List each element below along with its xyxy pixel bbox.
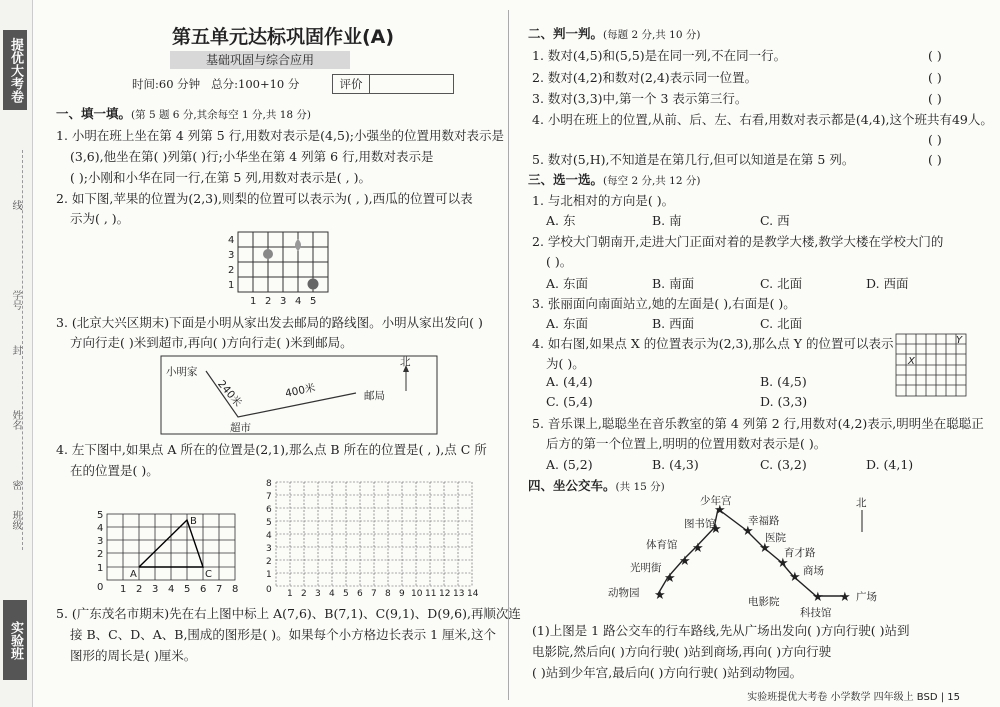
svg-text:8: 8 [266, 479, 272, 489]
star-icon: ★ [664, 571, 676, 586]
grid1-x-label: 4 [295, 296, 302, 307]
distance-2-label: 400米 [284, 381, 317, 400]
cut-mark-3: 密 [10, 480, 21, 490]
choice-3-b: B. 西面 [652, 316, 695, 331]
svg-text:6: 6 [357, 589, 363, 599]
svg-text:8: 8 [232, 584, 239, 595]
grid1-y-label: 2 [228, 265, 235, 276]
student-name-label: 姓名 [10, 410, 21, 430]
star-icon: ★ [710, 522, 722, 537]
choice-1: 1. 与北相对的方向是( )。 [532, 193, 675, 208]
choice-2-c: C. 北面 [760, 276, 803, 291]
star-icon: ★ [812, 590, 824, 605]
section-1-heading: 一、填一填。(第 5 题 6 分,其余每空 1 分,共 18 分) [56, 106, 311, 121]
grid1-x-label: 2 [265, 296, 272, 307]
stop-label: 商场 [803, 565, 824, 577]
eval-label: 评价 [333, 75, 370, 93]
choice-1-c: C. 西 [760, 213, 790, 228]
total-score: 总分:100+10 分 [211, 77, 300, 91]
judge-5-answer[interactable]: ( ) [928, 152, 942, 167]
pear-icon [295, 239, 301, 251]
choice-2-a: A. 东面 [546, 276, 588, 291]
svg-text:4: 4 [329, 589, 335, 599]
choice-4-line2: 为( )。 [546, 356, 585, 371]
time-score [132, 76, 299, 92]
choice-4-c: C. (5,4) [546, 394, 593, 409]
student-number-label: 学号 [10, 290, 21, 310]
page-subtitle: 基础巩固与综合应用 [170, 51, 350, 69]
choice-4-d: D. (3,3) [760, 394, 808, 409]
svg-text:1: 1 [287, 589, 293, 599]
judge-2-answer[interactable]: ( ) [928, 70, 942, 85]
star-icon: ★ [714, 503, 726, 518]
svg-text:5: 5 [266, 518, 272, 528]
star-icon: ★ [777, 556, 789, 571]
choice-4-b: B. (4,5) [760, 374, 807, 389]
north-label: 北 [856, 497, 867, 509]
market-label: 超市 [230, 422, 251, 434]
svg-text:5: 5 [184, 584, 191, 595]
svg-text:4: 4 [266, 531, 272, 541]
section-4-heading: 四、坐公交车。(共 15 分) [528, 478, 665, 493]
judge-2: 2. 数对(4,2)和数对(2,4)表示同一位置。 [532, 70, 758, 85]
svg-text:4: 4 [97, 523, 104, 534]
q5-line3: 图形的周长是( )厘米。 [70, 648, 197, 663]
eval-box[interactable] [332, 74, 454, 94]
q1-line2: (3,6),他坐在第( )列第( )行;小华坐在第 4 列第 6 行,用数对表示是 [70, 149, 434, 164]
svg-text:5: 5 [97, 510, 104, 521]
choice-2-line1: 2. 学校大门朝南开,走进大门正面对着的是教学大楼,教学大楼在学校大门的 [532, 234, 944, 249]
choice-5-c: C. (3,2) [760, 457, 807, 472]
svg-text:11: 11 [425, 589, 437, 599]
choice-1-b: B. 南 [652, 213, 682, 228]
svg-text:12: 12 [439, 589, 451, 599]
choice-2-b: B. 南面 [652, 276, 695, 291]
point-a: A [130, 569, 137, 580]
q5-line1: 5. (广东茂名市期末)先在右上图中标上 A(7,6)、B(7,1)、C(9,1)、D(9,6),再顺次连 [56, 606, 521, 621]
q4-line1: 4. 左下图中,如果点 A 所在的位置是(2,1),那么点 B 所在的位置是( , ),点 C 所 [56, 442, 487, 457]
time-limit: 时间:60 分钟 [132, 77, 201, 91]
page-title: 第五单元达标巩固作业(A) [172, 26, 395, 48]
svg-text:1: 1 [120, 584, 127, 595]
svg-text:5: 5 [343, 589, 349, 599]
grid-lines [276, 482, 472, 586]
svg-text:3: 3 [266, 544, 272, 554]
section-2-heading: 二、判一判。(每题 2 分,共 10 分) [528, 26, 701, 41]
point-x: X [908, 356, 915, 367]
stop-label: 光明街 [630, 562, 662, 574]
stop-label: 体育馆 [646, 539, 678, 551]
judge-5: 5. 数对(5,H),不知道是在第几行,但可以知道是在第 5 列。 [532, 152, 855, 167]
svg-text:2: 2 [136, 584, 143, 595]
choice-2-line2: ( )。 [546, 254, 573, 269]
grid1-x-label: 1 [250, 296, 257, 307]
svg-text:1: 1 [97, 563, 104, 574]
choice-5-line2: 后方的第一个位置上,明明的位置用数对表示是( )。 [546, 436, 827, 451]
star-icon: ★ [679, 554, 691, 569]
svg-text:6: 6 [200, 584, 207, 595]
svg-text:7: 7 [216, 584, 223, 595]
stop-label: 育才路 [784, 547, 816, 559]
column-divider [508, 10, 509, 700]
q5-line2: 接 B、C、D、A、B,围成的图形是( )。如果每个小方格边长表示 1 厘米,这个 [70, 627, 497, 642]
svg-text:1: 1 [266, 570, 272, 580]
svg-text:2: 2 [266, 557, 272, 567]
grid1-x-label: 5 [310, 296, 317, 307]
choice-2-d: D. 西面 [866, 276, 909, 291]
svg-text:9: 9 [399, 589, 405, 599]
grid1-y-label: 3 [228, 250, 235, 261]
q1-line1: 1. 小明在班上坐在第 4 列第 5 行,用数对表示是(4,5);小强坐的位置用数对表示是 [56, 128, 505, 143]
route-map [160, 355, 440, 437]
stop-label: 图书馆 [684, 518, 716, 530]
q3-line1: 3. (北京大兴区期末)下面是小明从家出发去邮局的路线图。小明从家出发向( ) [56, 315, 483, 330]
bus-q1-line3: ( )站到少年宫,最后向( )方向行驶( )站到动物园。 [532, 665, 803, 680]
judge-3-answer[interactable]: ( ) [928, 91, 942, 106]
q4-line2: 在的位置是( )。 [70, 463, 159, 478]
bus-q1-line2: 电影院,然后向( )方向行驶( )站到商场,再向( )方向行驶 [532, 644, 832, 659]
svg-text:3: 3 [97, 536, 104, 547]
apple-icon [263, 249, 273, 259]
star-icon: ★ [742, 524, 754, 539]
grid1-y-label: 1 [228, 280, 235, 291]
fruit-grid [222, 228, 342, 313]
binding-strip [0, 0, 33, 707]
grid1-x-label: 3 [280, 296, 287, 307]
svg-text:10: 10 [411, 589, 423, 599]
stop-label: 电影院 [748, 596, 780, 608]
brand-bottom: 实验班 [3, 600, 27, 680]
svg-text:7: 7 [266, 492, 272, 502]
watermelon-icon [308, 279, 319, 290]
star-icon: ★ [839, 590, 851, 605]
stop-label: 少年宫 [700, 495, 732, 507]
section-3-heading: 三、选一选。(每空 2 分,共 12 分) [528, 172, 701, 187]
post-office-label: 邮局 [364, 390, 385, 402]
distance-1-label: 240米 [215, 378, 244, 410]
svg-text:14: 14 [467, 589, 479, 599]
cut-mark-1: 线 [10, 200, 21, 210]
class-label: 班级 [10, 510, 21, 530]
choice-4-a: A. (4,4) [546, 374, 593, 389]
choice-5-b: B. (4,3) [652, 457, 699, 472]
cut-mark-2: 封 [10, 345, 21, 355]
choice-3-a: A. 东面 [546, 316, 588, 331]
q2-line2: 示为( , )。 [70, 211, 130, 226]
judge-4-answer[interactable]: ( ) [928, 132, 942, 147]
brand-top: 提优大考卷 [3, 30, 27, 110]
stop-label: 动物园 [608, 587, 640, 599]
page-footer: 实验班提优大考卷 小学数学 四年级上 BSD | 15 [747, 692, 960, 703]
svg-text:8: 8 [385, 589, 391, 599]
svg-text:2: 2 [97, 549, 104, 560]
choice-5-a: A. (5,2) [546, 457, 593, 472]
home-label: 小明家 [166, 366, 198, 378]
q2-line1: 2. 如下图,苹果的位置为(2,3),则梨的位置可以表示为( , ),西瓜的位置可以表 [56, 191, 473, 206]
svg-text:3: 3 [152, 584, 159, 595]
stop-label: 幸福路 [748, 515, 780, 527]
svg-text:13: 13 [453, 589, 465, 599]
q1-line3: ( );小刚和小华在同一行,在第 5 列,用数对表示是( , )。 [70, 170, 371, 185]
svg-text:6: 6 [266, 505, 272, 515]
stop-label: 医院 [765, 532, 786, 544]
stop-label: 科技馆 [800, 607, 832, 619]
svg-text:7: 7 [371, 589, 377, 599]
choice-3: 3. 张丽面向南面站立,她的左面是( ),右面是( )。 [532, 296, 796, 311]
judge-1-answer[interactable]: ( ) [928, 48, 942, 63]
svg-text:2: 2 [301, 589, 307, 599]
xy-grid [894, 332, 968, 398]
star-icon: ★ [789, 570, 801, 585]
point-y: Y [956, 335, 963, 346]
choice-5-line1: 5. 音乐课上,聪聪坐在音乐教室的第 4 列第 2 行,用数对(4,2)表示,明明坐在聪聪正 [532, 416, 984, 431]
choice-4-line1: 4. 如右图,如果点 X 的位置表示为(2,3),那么点 Y 的位置可以表示 [532, 336, 894, 351]
choice-3-c: C. 北面 [760, 316, 803, 331]
star-icon: ★ [654, 588, 666, 603]
svg-text:0: 0 [266, 585, 272, 595]
svg-text:4: 4 [168, 584, 175, 595]
judge-4: 4. 小明在班上的位置,从前、后、左、右看,用数对表示都是(4,4),这个班共有49人。 [532, 112, 993, 127]
north-label: 北 [400, 356, 411, 368]
coordinate-grid [264, 478, 496, 600]
judge-1: 1. 数对(4,5)和(5,5)是在同一列,不在同一行。 [532, 48, 787, 63]
svg-text:0: 0 [97, 582, 104, 593]
choice-5-d: D. (4,1) [866, 457, 914, 472]
star-icon: ★ [759, 541, 771, 556]
bus-q1-line1: (1)上图是 1 路公交车的行车路线,先从广场出发向( )方向行驶( )站到 [532, 623, 910, 638]
judge-3: 3. 数对(3,3)中,第一个 3 表示第三行。 [532, 91, 748, 106]
bus-route-map [588, 492, 968, 622]
grid1-y-label: 4 [228, 235, 235, 246]
point-b: B [190, 516, 197, 527]
point-c: C [205, 569, 212, 580]
triangle-grid [92, 510, 252, 600]
star-icon: ★ [692, 541, 704, 556]
svg-text:3: 3 [315, 589, 321, 599]
q3-line2: 方向行走( )米到超市,再向( )方向行走( )米到邮局。 [70, 335, 353, 350]
stop-label: 广场 [856, 591, 877, 603]
choice-1-a: A. 东 [546, 213, 576, 228]
